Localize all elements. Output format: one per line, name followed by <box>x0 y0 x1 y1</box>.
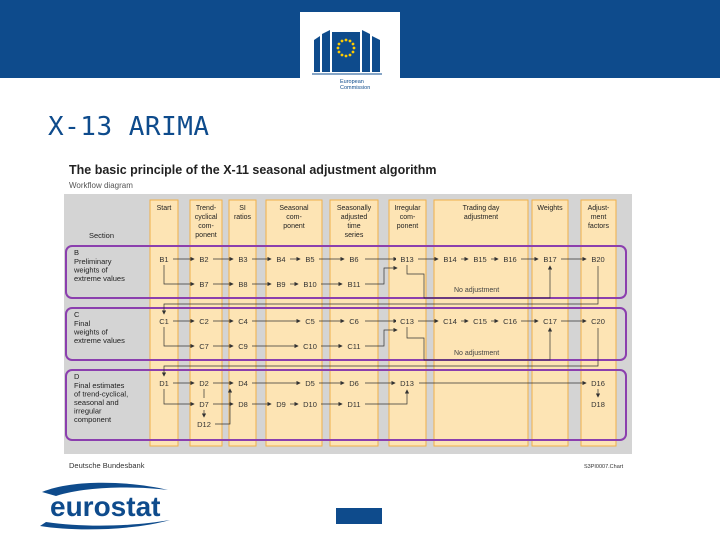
figure-code: S3PI0007.Chart <box>584 464 624 470</box>
cell-B2: B2 <box>199 255 209 264</box>
column-header-1-1: cyclical <box>194 214 218 221</box>
column-header-3-0: Seasonal <box>279 205 309 212</box>
cell-B13: B13 <box>400 255 414 264</box>
cell-D8: D8 <box>238 400 248 409</box>
column-header-4-0: Seasonally <box>336 205 372 212</box>
section-desc-D-0: Final estimates <box>74 381 125 390</box>
column-header-4-3: series <box>344 232 364 239</box>
european-commission-logo <box>300 12 400 100</box>
cell-C16: C16 <box>503 317 517 326</box>
column-header-4-1: adjusted <box>340 214 368 221</box>
x11-workflow-figure <box>64 158 632 474</box>
section-desc-D-4: component <box>74 415 112 424</box>
cell-B16: B16 <box>503 255 517 264</box>
cell-C11: C11 <box>347 342 361 351</box>
cell-B11: B11 <box>347 280 361 289</box>
cell-D7: D7 <box>199 400 209 409</box>
column-header-8-2: factors <box>587 223 610 230</box>
workflow-diagram <box>64 158 632 474</box>
column-header-8-1: ment <box>590 214 607 221</box>
column-header-5-1: com- <box>399 214 416 221</box>
column-header-5-2: ponent <box>396 223 419 230</box>
cell-C1: C1 <box>159 317 169 326</box>
cell-B3: B3 <box>238 255 248 264</box>
cell-B10: B10 <box>303 280 317 289</box>
cell-C6: C6 <box>349 317 359 326</box>
figure-footer-band <box>64 454 632 474</box>
cell-C14: C14 <box>443 317 457 326</box>
cell-C17: C17 <box>543 317 557 326</box>
cell-C20: C20 <box>591 317 605 326</box>
column-header-7-0: Weights <box>537 205 563 212</box>
cell-B8: B8 <box>238 280 248 289</box>
column-header-0-0: Start <box>156 205 172 212</box>
no-adjustment-label-b: No adjustment <box>454 287 500 294</box>
column-header-8-0: Adjust- <box>587 205 610 212</box>
section-desc-C-0: Final <box>74 319 91 328</box>
cell-B7: B7 <box>199 280 209 289</box>
figure-title: The basic principle of the X-11 seasonal adjustment algorithm <box>69 163 437 177</box>
figure-subtitle: Workflow diagram <box>69 181 133 190</box>
section-desc-C-2: extreme values <box>74 336 125 345</box>
cell-D2: D2 <box>199 379 209 388</box>
cell-D5: D5 <box>305 379 315 388</box>
cell-B20: B20 <box>591 255 605 264</box>
cell-D12: D12 <box>197 420 211 429</box>
column-header-6-0: Trading day <box>462 205 500 212</box>
slide-title: X-13 ARIMA <box>48 112 210 142</box>
no-adjustment-label-c: No adjustment <box>454 350 500 357</box>
column-header-5-0: Irregular <box>394 205 421 212</box>
figure-source: Deutsche Bundesbank <box>69 461 145 470</box>
section-desc-D-2: seasonal and <box>74 398 119 407</box>
section-desc-D-3: irregular <box>74 406 102 416</box>
section-desc-D-1: of trend-cyclical, <box>74 389 129 399</box>
column-header-3-1: com- <box>286 214 302 221</box>
section-desc-B-0: Preliminary <box>74 257 112 266</box>
section-desc-B-1: weights of <box>74 265 108 275</box>
cell-C13: C13 <box>400 317 414 326</box>
cell-D9: D9 <box>276 400 286 409</box>
cell-B5: B5 <box>305 255 315 264</box>
cell-B9: B9 <box>276 280 286 289</box>
cell-C10: C10 <box>303 342 317 351</box>
eurostat-logo <box>36 480 176 532</box>
cell-C15: C15 <box>473 317 487 326</box>
section-letter-D: D <box>74 372 80 381</box>
column-header-4-2: time <box>347 223 361 230</box>
cell-D4: D4 <box>238 379 248 388</box>
cell-C5: C5 <box>305 317 315 326</box>
cell-D11: D11 <box>347 400 361 409</box>
column-header-6-1: adjustment <box>463 214 499 221</box>
cell-C7: C7 <box>199 342 209 351</box>
cell-C2: C2 <box>199 317 209 326</box>
cell-D1: D1 <box>159 379 169 388</box>
cell-D6: D6 <box>349 379 359 388</box>
cell-D16: D16 <box>591 379 605 388</box>
cell-C4: C4 <box>238 317 248 326</box>
eurostat-wordmark: eurostat <box>50 491 161 522</box>
cell-B14: B14 <box>443 255 457 264</box>
ec-label <box>340 79 370 91</box>
cell-C9: C9 <box>238 342 248 351</box>
ec-label-line1: European <box>340 79 364 85</box>
section-letter-B: B <box>74 248 80 257</box>
cell-B4: B4 <box>276 255 286 264</box>
section-desc-C-1: weights of <box>74 327 108 337</box>
ec-label-line2: Commission <box>340 85 371 91</box>
column-header-1-2: com- <box>198 223 214 230</box>
cell-D13: D13 <box>400 379 414 388</box>
column-header-2-0: SI <box>239 205 246 212</box>
column-header-3-2: ponent <box>283 223 305 230</box>
cell-D18: D18 <box>591 400 605 409</box>
section-letter-C: C <box>74 310 80 319</box>
column-header-1-3: ponent <box>195 232 217 239</box>
column-header-1-0: Trend- <box>195 205 217 212</box>
cell-B6: B6 <box>349 255 359 264</box>
eu-flag-icon <box>336 508 382 524</box>
section-desc-B-2: extreme values <box>74 274 125 283</box>
cell-B15: B15 <box>473 255 487 264</box>
cell-B17: B17 <box>543 255 557 264</box>
cell-D10: D10 <box>303 400 317 409</box>
column-header-2-1: ratios <box>233 214 252 221</box>
cell-B1: B1 <box>159 255 169 264</box>
section-header: Section <box>89 231 115 240</box>
